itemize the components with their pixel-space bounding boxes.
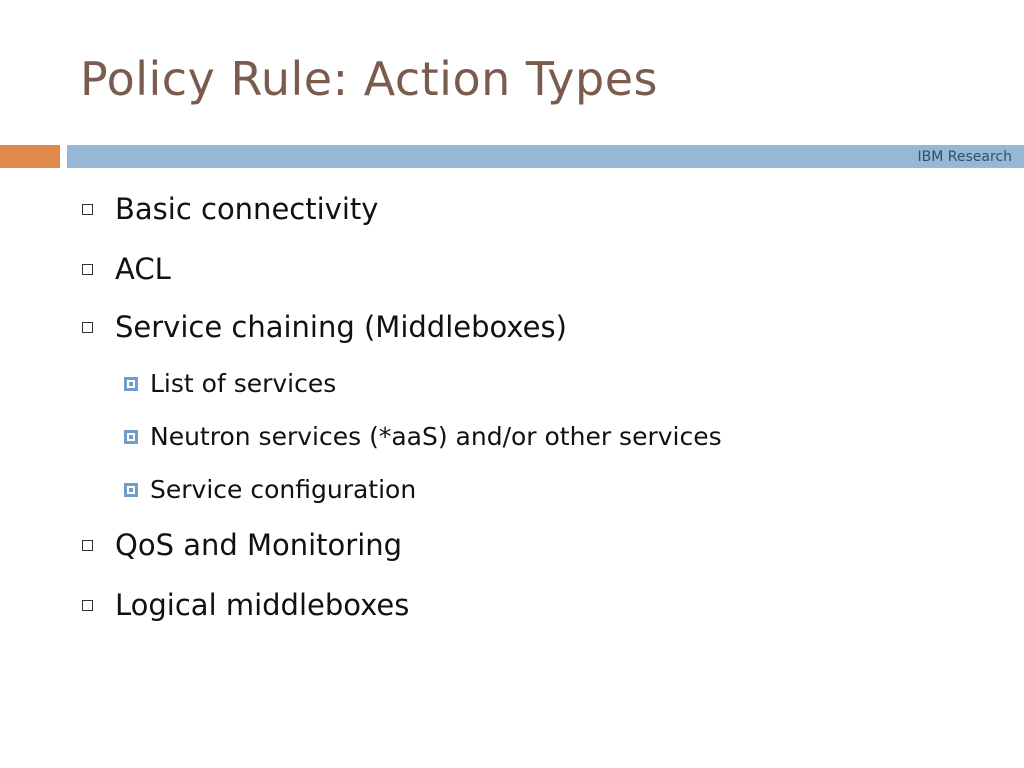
- sub-bullet-text: List of services: [150, 369, 337, 398]
- footer-brand-label: IBM Research: [917, 149, 1012, 165]
- bullet-item: [82, 528, 402, 562]
- filled-square-bullet-icon: [124, 430, 138, 444]
- bullet-item: [82, 192, 378, 226]
- hollow-square-bullet-icon: [82, 540, 93, 551]
- sub-bullet-text: Service configuration: [150, 475, 417, 504]
- sub-bullet-item: [124, 475, 416, 504]
- bullet-text: QoS and Monitoring: [115, 528, 403, 562]
- filled-square-bullet-icon: [124, 483, 138, 497]
- slide-title: Policy Rule: Action Types: [80, 52, 658, 106]
- hollow-square-bullet-icon: [82, 600, 93, 611]
- hollow-square-bullet-icon: [82, 204, 93, 215]
- filled-square-bullet-icon: [124, 377, 138, 391]
- sub-bullet-text: Neutron services (*aaS) and/or other services: [150, 422, 722, 451]
- sub-bullet-item: [124, 422, 722, 451]
- bullet-item: [82, 252, 171, 286]
- bullet-item: [82, 588, 409, 622]
- bullet-text: Service chaining (Middleboxes): [115, 310, 567, 344]
- hollow-square-bullet-icon: [82, 322, 93, 333]
- bullet-text: Logical middleboxes: [115, 588, 410, 622]
- bullet-item: [82, 310, 567, 344]
- bullet-text: ACL: [115, 252, 171, 286]
- sub-bullet-item: [124, 369, 336, 398]
- bullet-text: Basic connectivity: [115, 192, 379, 226]
- hollow-square-bullet-icon: [82, 264, 93, 275]
